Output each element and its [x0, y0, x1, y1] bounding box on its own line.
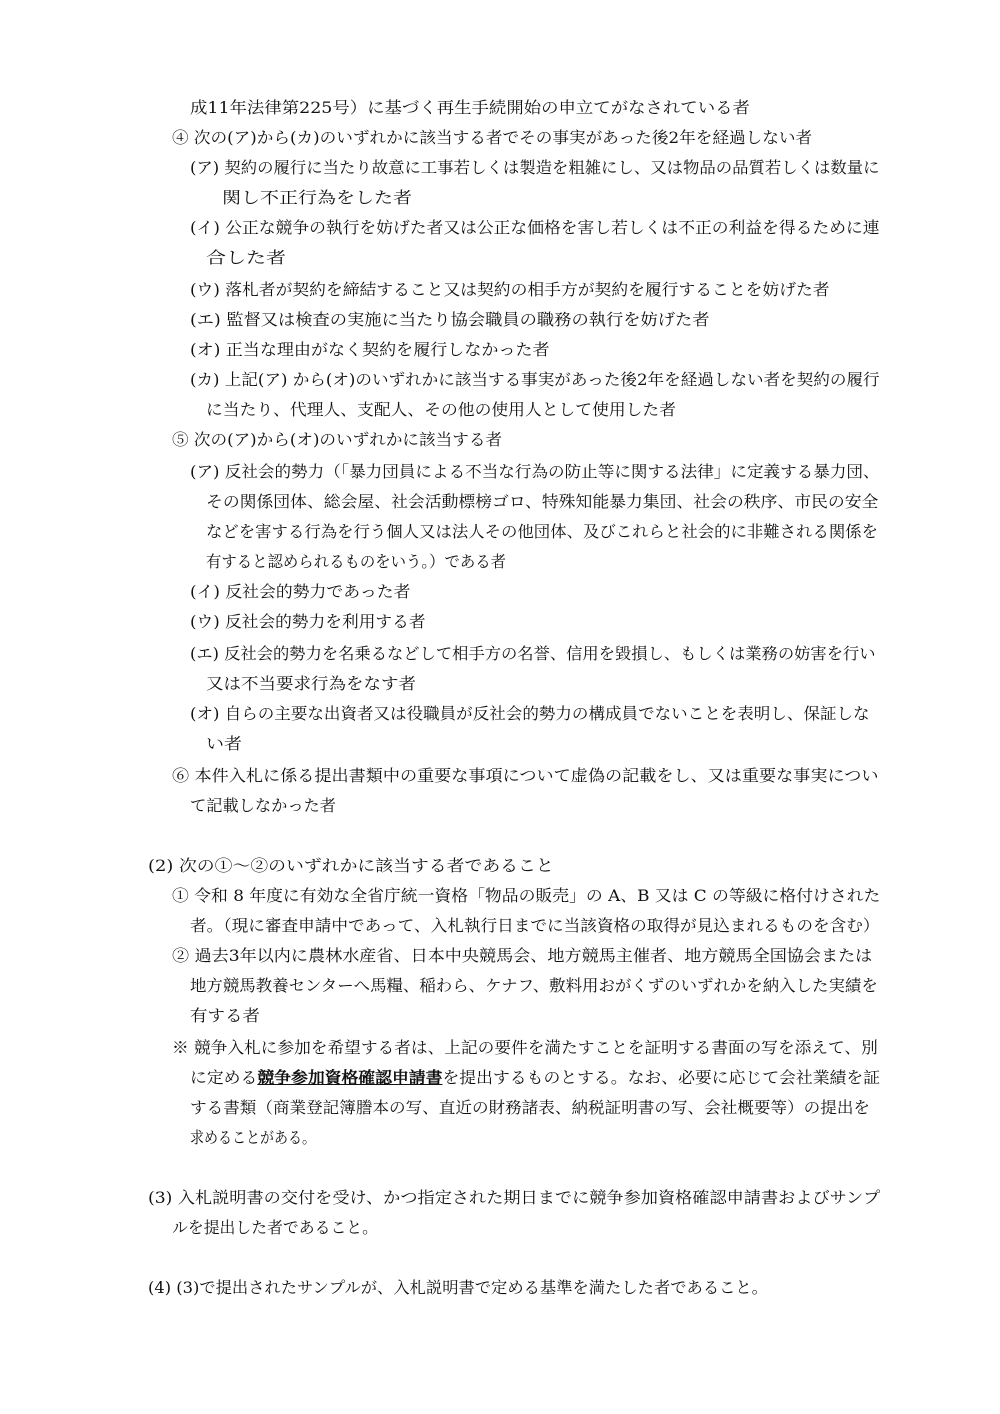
text-line: する書類（商業登記簿謄本の写、直近の財務諸表、納税証明書の写、会社概要等）の提出を — [190, 1098, 871, 1117]
note-paragraph: ※ 競争入札に参加を希望する者は、上記の要件を満たすことを証明する書面の写を添えて、別 — [172, 1038, 878, 1057]
text-line: 成11年法律第225号）に基づく再生手続開始の申立てがなされている者 — [190, 98, 750, 117]
text-line: などを害する行為を行う個人又は法人その他団体、及びこれらと社会的に非難される関係を — [206, 522, 879, 541]
text-line: い者 — [206, 734, 243, 753]
section-2-item-2: ② 過去3年以内に農林水産省、日本中央競馬会、地方競馬主催者、地方競馬全国協会または — [172, 946, 873, 965]
clause-5-a: (ア) 反社会的勢力（「暴力団員による不当な行為の防止等に関する法律」に定義する暴力団、 — [190, 462, 880, 481]
application-form-title: 競争参加資格確認申請書 — [257, 1068, 443, 1087]
clause-6: ⑥ 本件入札に係る提出書類中の重要な事項について虚偽の記載をし、又は重要な事実につい — [172, 766, 879, 785]
clause-5-e: (エ) 反社会的勢力を名乗るなどして相手方の名誉、信用を毀損し、もしくは業務の妨害を行い — [190, 644, 876, 663]
clause-4-ka: (カ) 上記(ア) から(オ)のいずれかに該当する事実があった後2年を経過しない者を契約の履行 — [190, 370, 880, 389]
text-line: ルを提出した者であること。 — [172, 1218, 379, 1237]
text-span: に定める — [190, 1068, 258, 1087]
section-3-heading: (3) 入札説明書の交付を受け、かつ指定された期日までに競争参加資格確認申請書およびサンプ — [148, 1188, 881, 1207]
text-line: 有する者 — [190, 1006, 261, 1025]
clause-4-o: (オ) 正当な理由がなく契約を履行しなかった者 — [190, 340, 550, 359]
text-line: 求めることがある。 — [190, 1128, 317, 1147]
clause-4-e: (エ) 監督又は検査の実施に当たり協会職員の職務の執行を妨げた者 — [190, 310, 710, 329]
section-2-item-1: ① 令和 8 年度に有効な全省庁統一資格「物品の販売」の A、B 又は C の等級に格付けされた — [172, 886, 881, 905]
section-4-heading: (4) (3)で提出されたサンプルが、入札説明書で定める基準を満たした者であること。 — [148, 1278, 768, 1297]
note-line-with-link — [190, 1068, 880, 1088]
text-line: その関係団体、総会屋、社会活動標榜ゴロ、特殊知能暴力集団、社会の秩序、市民の安全 — [206, 492, 879, 511]
text-line: 合した者 — [206, 248, 287, 267]
clause-4-i: (イ) 公正な競争の執行を妨げた者又は公正な価格を害し若しくは不正の利益を得るために連 — [190, 218, 880, 237]
clause-4-u: (ウ) 落札者が契約を締結すること又は契約の相手方が契約を履行することを妨げた者 — [190, 280, 830, 299]
clause-4-a: (ア) 契約の履行に当たり故意に工事若しくは製造を粗雑にし、又は物品の品質若しくは数量に — [190, 158, 880, 177]
clause-5-u: (ウ) 反社会的勢力を利用する者 — [190, 612, 426, 631]
clause-5: ⑤ 次の(ア)から(オ)のいずれかに該当する者 — [172, 430, 503, 449]
text-line: て記載しなかった者 — [190, 796, 337, 815]
text-line: 又は不当要求行為をなす者 — [206, 674, 417, 693]
text-line: に当たり、代理人、支配人、その他の使用人として使用した者 — [206, 400, 677, 419]
section-2-heading: (2) 次の①～②のいずれかに該当する者であること — [148, 856, 554, 875]
clause-5-i: (イ) 反社会的勢力であった者 — [190, 582, 411, 601]
text-line: 関し不正行為をした者 — [222, 188, 413, 207]
clause-5-o: (オ) 自らの主要な出資者又は役職員が反社会的勢力の構成員でないことを表明し、保証しな — [190, 704, 870, 723]
text-span: を提出するものとする。なお、必要に応じて会社業績を証 — [442, 1068, 881, 1087]
text-line: 地方競馬教養センターへ馬糧、稲わら、ケナフ、敷料用おがくずのいずれかを納入した実績を — [190, 976, 878, 995]
text-line: 有すると認められるものをいう。）である者 — [206, 552, 507, 571]
clause-4: ④ 次の(ア)から(カ)のいずれかに該当する者でその事実があった後2年を経過しない者 — [172, 128, 813, 147]
text-line: 者。（現に審査申請中であって、入札執行日までに当該資格の取得が見込まれるものを含む） — [190, 916, 880, 935]
